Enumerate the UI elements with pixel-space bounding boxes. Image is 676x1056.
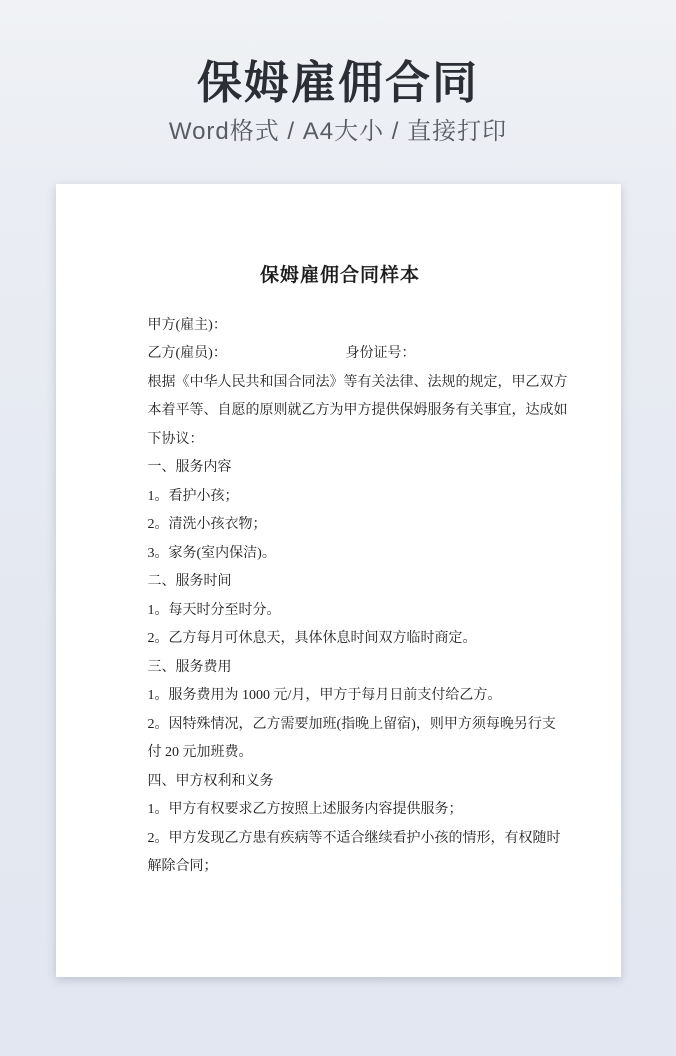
document-line: 解除合同； — [147, 859, 218, 875]
document-line: 二、服务时间 — [147, 574, 232, 590]
document-line: 三、服务费用 — [147, 659, 232, 675]
page-subtitle: Word格式 / A4大小 / 直接打印 — [168, 117, 508, 145]
document-line: 付 20 元加班费。 — [147, 745, 253, 761]
document-line: 四、甲方权利和义务 — [147, 773, 274, 789]
document-line: 根据《中华人民共和国合同法》等有关法律、法规的规定，甲乙双方 — [147, 374, 568, 390]
document-line: 甲方(雇主)： — [147, 317, 227, 333]
document-line: 3。家务(室内保洁)。 — [147, 545, 276, 561]
document-line — [148, 340, 545, 369]
document-page — [56, 184, 621, 977]
document-line-part: 身份证号： — [345, 346, 416, 362]
document-line: 1。服务费用为 1000 元/月，甲方于每月日前支付给乙方。 — [147, 688, 502, 704]
document-line: 一、服务内容 — [147, 460, 232, 476]
document-line: 本着平等、自愿的原则就乙方为甲方提供保姆服务有关事宜，达成如 — [147, 403, 568, 419]
page-title: 保姆雇佣合同 — [196, 57, 479, 108]
document-line: 1。看护小孩； — [147, 488, 239, 504]
document-title: 保姆雇佣合同样本 — [259, 264, 420, 286]
document-line: 2。乙方每月可休息天，具体休息时间双方临时商定。 — [147, 631, 477, 647]
document-line: 下协议： — [147, 431, 204, 447]
document-line: 1。每天时分至时分。 — [147, 602, 281, 618]
document-line: 2。清洗小孩衣物； — [147, 517, 267, 533]
document-line-part: 乙方(雇员)： — [147, 346, 227, 362]
document-line: 2。甲方发现乙方患有疾病等不适合继续看护小孩的情形，有权随时 — [147, 830, 561, 846]
header — [0, 0, 676, 147]
document-body — [147, 312, 568, 882]
document-line: 2。因特殊情况，乙方需要加班(指晚上留宿)，则甲方须每晚另行支 — [147, 716, 556, 732]
document-line: 1。甲方有权要求乙方按照上述服务内容提供服务； — [147, 802, 463, 818]
